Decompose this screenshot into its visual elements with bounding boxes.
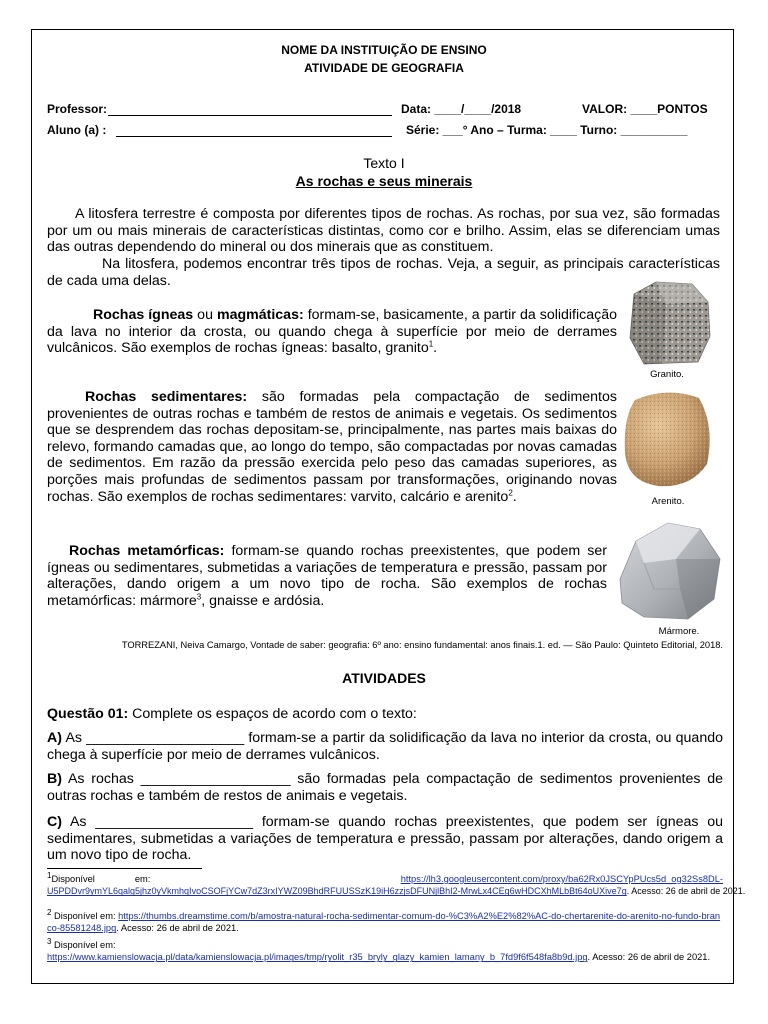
- item-a-label: A): [47, 730, 62, 746]
- footnote-1: $^1$Disponível em: https://lh3.googleusercontent.com/proxy/ba62Rx0JSCYpPUcs5d_og32Ss8DL- U5PDDvr9ymYL6qalg5jhz0yVkmhqIvoCSOFjYCw7dZ3rxIYWZ09BhdRFUUSSzK19iH6zzjsDFUNjlBhI2-MrwLx4CEg6wHDCXhMLbBt64oUXive7g. Acesso: 26 de abril de 2021.: [47, 870, 746, 897]
- igneous-paragraph: Rochas ígneas ou magmáticas: formam-se, basicamente, a partir da solidificação da lava no interior da crosta, ou quando chega à superfície por meio de derrames vulcânicos. São exemplos de rochas ígneas: basalto, granito$^1$.: [47, 307, 618, 357]
- footnote-separator: [47, 868, 202, 869]
- marble-caption: Mármore.: [658, 626, 700, 637]
- activities-title: ATIVIDADES: [342, 670, 426, 686]
- sandstone-caption: Arenito.: [651, 496, 685, 507]
- text-title: As rochas e seus minerais: [295, 173, 473, 189]
- aluno-field[interactable]: [116, 136, 392, 137]
- footnote-1-link[interactable]: https://lh3.googleusercontent.com/proxy/ba62Rx0JSCYpPUcs5d_og32Ss8DL-: [400, 874, 723, 884]
- magmatic-term: magmáticas:: [216, 307, 304, 323]
- valor-field[interactable]: VALOR: ____PONTOS: [582, 102, 708, 116]
- footnote-2: $^2$ Disponível em: https://thumbs.dreamstime.com/b/amostra-natural-rocha-sedimentar-comum-do-%C3%A2%E2%82%AC-do-chertarenite-do-arenito-no-fundo-branco-85581248.jpg. Acesso: 26 de abril de 2021.: [47, 907, 721, 934]
- igneous-term: Rochas ígneas: [93, 307, 194, 323]
- intro-paragraph: A litosfera terrestre é composta por diferentes tipos de rochas. As rochas, por sua vez, são formadas por um ou mais minerais de características distintas, como cor e brilho. Assim, elas se diferenciam umas das outras dependendo do mineral ou dos minerais que as constituem.: [47, 206, 720, 256]
- footnote-3: $^3$ Disponível em: https://www.kamienslowacja.pl/data/kamienslowacja.pl/images/tmp/ryolit_r35_bryly_glazy_kamien_lamany_b_7fd9f6f548fa8b9d.jpg. Acesso: 26 de abril de 2021.: [47, 936, 711, 963]
- question-01-label: Questão 01:: [47, 706, 129, 722]
- item-b-label: B): [47, 771, 62, 787]
- institution-name: NOME DA INSTITUIÇÃO DE ENSINO: [281, 43, 487, 57]
- intro-paragraph-2: Na litosfera, podemos encontrar três tipos de rochas. Veja, a seguir, as principais características de cada uma delas.: [47, 256, 720, 289]
- sandstone-image: [621, 388, 713, 490]
- metamorphic-term: Rochas metamórficas:: [69, 543, 225, 559]
- footnote-ref-3: 3: [196, 592, 202, 602]
- serie-turma-turno-field[interactable]: Série: ___° Ano – Turma: ____ Turno: __________: [406, 123, 688, 137]
- footnote-1-link-cont[interactable]: U5PDDvr9ymYL6qalg5jhz0yVkmhqIvoCSOFjYCw7dZ3rxIYWZ09BhdRFUUSSzK19iH6zzjsDFUNjlBhI2-MrwLx4CEg6wHDCXhMLbBt64oUXive7g: [47, 886, 627, 897]
- granite-caption: Granito.: [650, 369, 684, 380]
- question-item-a[interactable]: A) As ____________________ formam-se a partir da solidificação da lava no interior da crosta, ou quando chega à superfície por meio de derrames vulcânicos.: [47, 730, 723, 763]
- footnote-ref-1: 1: [428, 339, 434, 349]
- professor-field[interactable]: [108, 115, 392, 116]
- question-item-c[interactable]: C) As ____________________ formam-se quando rochas preexistentes, que podem ser ígneas ou sedimentares, submetidas a variações de temperatura e pressão, passam por alterações, dando origem a um novo tipo de rocha.: [47, 814, 723, 864]
- metamorphic-paragraph: Rochas metamórficas: formam-se quando rochas preexistentes, que podem ser ígneas ou sedimentares, submetidas a variações de temperatura e pressão, passam por alterações, dando origem a um novo tipo de rocha. São exemplos de rochas metamórficas: mármore$^3$, gnaisse e ardósia.: [47, 543, 607, 609]
- question-01: Questão 01: Complete os espaços de acordo com o texto:: [47, 706, 417, 722]
- activity-title: ATIVIDADE DE GEOGRAFIA: [304, 61, 464, 75]
- footnote-3-link[interactable]: https://www.kamienslowacja.pl/data/kamienslowacja.pl/images/tmp/ryolit_r35_bryly_glazy_kamien_lamany_b_7fd9f6f548fa8b9d.jpg: [47, 952, 588, 963]
- text-label: Texto I: [363, 155, 405, 171]
- date-field[interactable]: Data: ____/____/2018: [401, 102, 522, 116]
- question-item-b[interactable]: B) As rochas ___________________ são formadas pela compactação de sedimentos provenientes de outras rochas e também de restos de animais e vegetais.: [47, 771, 723, 804]
- sedimentary-paragraph: Rochas sedimentares: são formadas pela compactação de sedimentos provenientes de outras rochas e também de restos de animais e vegetais. Os sedimentos que se desprendem das rochas depositam-se, principalmente, nas partes mais baixas do relevo, formando camadas que, ao longo do tempo, são compactadas por novas camadas de sedimentos. Em razão da pressão exercida pelo peso das camadas superiores, as porções mais profundas de sedimentos passam por transformações, originando novas rochas. São exemplos de rochas sedimentares: varvito, calcário e arenito$^2$.: [47, 389, 617, 505]
- sedimentary-term: Rochas sedimentares:: [85, 389, 248, 405]
- aluno-label: Aluno (a) :: [47, 123, 107, 137]
- granite-image: [626, 278, 714, 366]
- professor-label: Professor:: [47, 102, 108, 116]
- footnote-ref-2: 2: [508, 487, 513, 497]
- marble-image: [614, 519, 726, 623]
- source-citation: TORREZANI, Neiva Camargo, Vontade de saber: geografia: 6º ano: ensino fundamental: anos finais.1. ed. — São Paulo: Quinteto Editorial, 2018.: [121, 640, 723, 650]
- item-c-label: C): [47, 814, 62, 830]
- footnote-2-link[interactable]: https://thumbs.dreamstime.com/b/amostra-natural-rocha-sedimentar-comum-do-%C3%A2%E2%82%AC-do-chertarenite-do-arenito-no-fundo-branco-85581248.jpg: [47, 911, 721, 934]
